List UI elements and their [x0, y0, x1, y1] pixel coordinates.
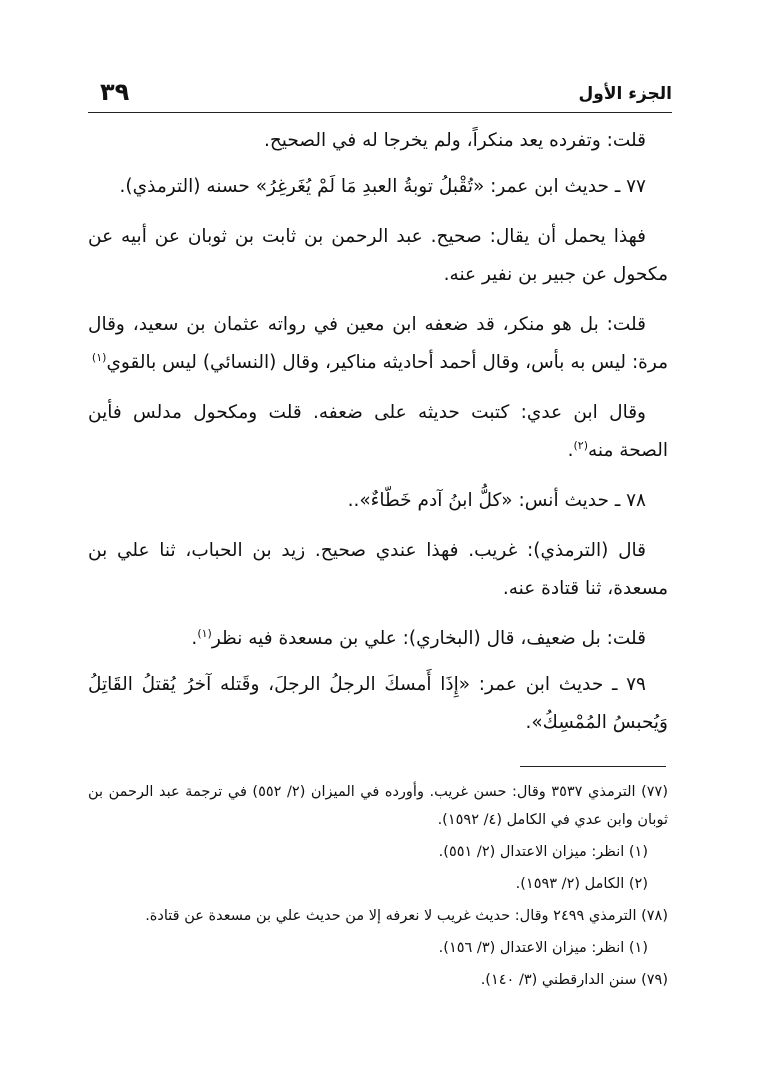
footnotes: [88, 778, 668, 998]
footnote-78: (٧٨) الترمذي ٢٤٩٩ وقال: حديث غريب لا نعرفه إلا من حديث علي بن مسعدة عن قتادة.: [145, 908, 668, 924]
paragraph-4-text: قلت: بل هو منكر، قد ضعفه ابن معين في رواته عثمان بن سعيد، وقال مرة: ليس به بأس، وقال أحمد أحاديثه مناكير، وقال (النسائي) ليس بالقوي: [88, 314, 668, 373]
footnote-ref-2: (٢): [573, 438, 589, 452]
footnote-77: (٧٧) الترمذي ٣٥٣٧ وقال: حسن غريب. وأورده في الميزان (٢/ ٥٥٢) في ترجمة عبد الرحمن بن ثوبان وابن عدي في الكامل (٤/ ١٥٩٢).: [88, 784, 668, 828]
paragraph-3: فهذا يحمل أن يقال: صحيح. عبد الرحمن بن ثابت بن ثوبان عن أبيه عن مكحول عن جبير بن نفير عنه.: [88, 226, 668, 285]
page-number: ٣٩: [100, 78, 130, 106]
paragraph-8: [88, 620, 668, 658]
footnote-ref-3: (١): [197, 626, 212, 640]
footnote-77-2: (٢) الكامل (٢/ ١٥٩٣).: [515, 876, 648, 892]
paragraph-8-text: قلت: بل ضعيف، قال (البخاري): علي بن مسعدة فيه نظر: [211, 628, 646, 649]
page-header: [88, 78, 672, 113]
footnote-77-1: (١) انظر: ميزان الاعتدال (٢/ ٥٥١).: [438, 844, 648, 860]
paragraph-4: [88, 306, 668, 382]
paragraph-5-end: .: [567, 440, 574, 461]
paragraph-5-text: وقال ابن عدي: كتبت حديثه على ضعفه. قلت ومكحول مدلس فأين الصحة منه: [88, 402, 668, 461]
footnote-78-1: (١) انظر: ميزان الاعتدال (٣/ ١٥٦).: [438, 940, 648, 956]
paragraph-5: [88, 394, 668, 470]
hadith-79: ٧٩ ـ حديث ابن عمر: «إِذَا أَمسكَ الرجلُ الرجلَ، وقَتله آخرُ يُقتلُ القَاتِلُ وَيُحبسُ المُمْسِكُ».: [88, 674, 668, 733]
paragraph-8-end: .: [191, 628, 198, 649]
paragraph-1: قلت: وتفرده يعد منكراً، ولم يخرجا له في الصحيح.: [263, 130, 646, 151]
paragraph-7: قال (الترمذي): غريب. فهذا عندي صحيح. زيد بن الحباب، ثنا علي بن مسعدة، ثنا قتادة عنه.: [88, 540, 668, 599]
footnote-divider: [520, 766, 666, 767]
running-title: الجزء الأول: [578, 84, 672, 104]
footnote-79: (٧٩) سنن الدارقطني (٣/ ١٤٠).: [480, 972, 668, 988]
footnote-ref-1: (١): [91, 350, 107, 364]
hadith-78: ٧٨ ـ حديث أنس: «كلُّ ابنُ آدم خَطّاءٌ»..: [347, 490, 646, 511]
main-text: [88, 122, 668, 754]
hadith-77: ٧٧ ـ حديث ابن عمر: «تُقْبلُ توبةُ العبدِ مَا لَمْ يُغَرغِرُ» حسنه (الترمذي).: [119, 176, 646, 197]
